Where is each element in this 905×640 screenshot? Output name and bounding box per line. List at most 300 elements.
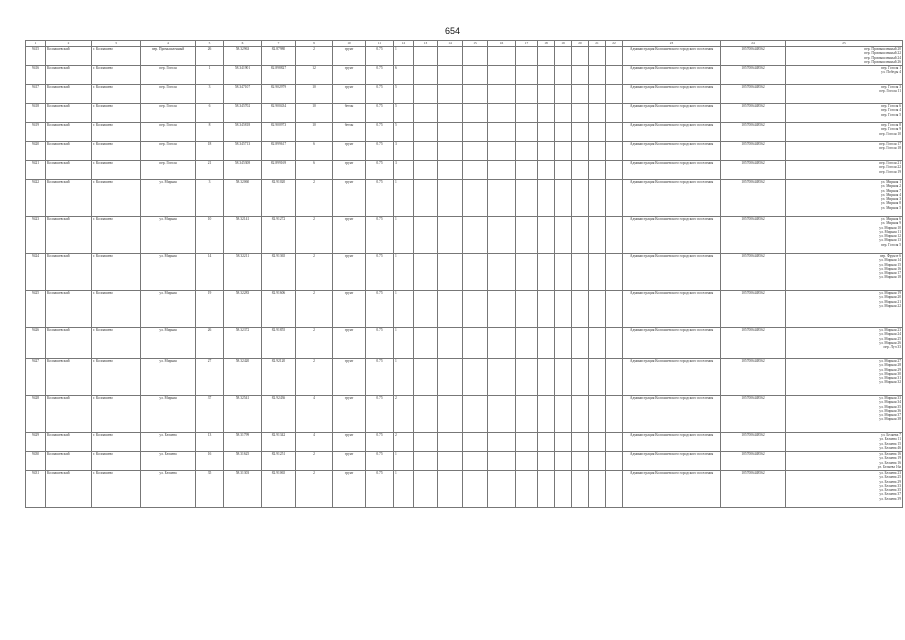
cell-owner: Администрация Колпашевского городского поселения: [623, 433, 721, 452]
cell-empty: [438, 123, 463, 142]
cell-district: Колпашевский: [46, 396, 92, 433]
cell-n: 10: [296, 123, 333, 142]
cell-ogrn: 1057006448562: [721, 123, 786, 142]
cell-street: пер. Гоголя: [141, 104, 196, 123]
cell-town: г. Колпашево: [92, 359, 141, 396]
cell-owner: Администрация Колпашевского городского поселения: [623, 85, 721, 104]
registry-table: [25, 40, 903, 508]
address-line: ул. Мирная 7: [880, 188, 901, 193]
cell-empty: [488, 142, 516, 161]
cell-count: 5: [394, 104, 414, 123]
cell-empty: [438, 161, 463, 180]
cell-n: 2: [296, 180, 333, 217]
address-line: пер. Гоголя 3: [881, 85, 901, 89]
cell-lat: 58.31303: [224, 471, 262, 508]
cell-ogrn: 1057006448562: [721, 104, 786, 123]
cell-ogrn: 1057006448562: [721, 471, 786, 508]
cell-id: 9424: [26, 254, 46, 291]
cell-street: пер. Гоголя: [141, 85, 196, 104]
cell-surface: грунт: [333, 254, 366, 291]
address-line: ул. Мирная 12: [879, 234, 901, 239]
cell-empty: [463, 433, 488, 452]
cell-count: 1: [394, 254, 414, 291]
cell-empty: [488, 328, 516, 359]
cell-empty: [463, 85, 488, 104]
cell-empty: [538, 452, 555, 471]
cell-empty: [516, 433, 538, 452]
address-line: ул. Мирная 25: [879, 336, 901, 341]
cell-empty: [438, 47, 463, 66]
cell-lat: 58.32211: [224, 254, 262, 291]
cell-owner: Администрация Колпашевского городского поселения: [623, 47, 721, 66]
cell-owner: Администрация Колпашевского городского поселения: [623, 291, 721, 328]
cell-empty: [414, 359, 438, 396]
cell-surface: грунт: [333, 396, 366, 433]
cell-n: 2: [296, 452, 333, 471]
cell-n: 2: [296, 359, 333, 396]
cell-town: г. Колпашево: [92, 328, 141, 359]
address-line: пер. Гоголя 18: [879, 146, 901, 151]
cell-id: 9419: [26, 123, 46, 142]
cell-district: Колпашевский: [46, 161, 92, 180]
cell-empty: [463, 104, 488, 123]
cell-empty: [589, 104, 606, 123]
cell-lat: 58.347107: [224, 85, 262, 104]
cell-lon: 82.900434: [262, 104, 296, 123]
address-line: ул. Мирная 29: [879, 367, 901, 372]
cell-n: 2: [296, 471, 333, 508]
cell-empty: [606, 161, 623, 180]
cell-owner: Администрация Колпашевского городского поселения: [623, 104, 721, 123]
address-line: ул. Мирная 36: [879, 408, 901, 413]
table-row: [26, 328, 903, 359]
cell-area: 0.75: [366, 359, 394, 396]
cell-empty: [589, 452, 606, 471]
cell-id: 9415: [26, 47, 46, 66]
cell-surface: грунт: [333, 85, 366, 104]
address-line: ул. Мирная 38: [879, 417, 901, 422]
header-cell: 16: [488, 41, 516, 47]
cell-count: 1: [394, 217, 414, 254]
address-line: пер. Гоголя 11: [879, 89, 901, 94]
table-row: [26, 85, 903, 104]
address-line: ул. Мирная 27: [879, 359, 901, 363]
cell-empty: [589, 47, 606, 66]
cell-street: ул. Беляева: [141, 471, 196, 508]
cell-empty: [414, 217, 438, 254]
address-line: ул. Мирная 26: [879, 340, 901, 345]
cell-empty: [555, 85, 572, 104]
cell-id: 9418: [26, 104, 46, 123]
address-line: ул. Мирная 30: [879, 371, 901, 376]
cell-id: 9416: [26, 66, 46, 85]
table-row: [26, 142, 903, 161]
cell-empty: [414, 452, 438, 471]
cell-empty: [438, 142, 463, 161]
cell-surface: грунт: [333, 142, 366, 161]
cell-empty: [538, 291, 555, 328]
cell-empty: [488, 66, 516, 85]
address-line: ул. Победы 4: [881, 70, 901, 75]
cell-empty: [488, 359, 516, 396]
cell-empty: [488, 471, 516, 508]
cell-count: 5: [394, 85, 414, 104]
address-line: пер. Гоголя 9: [881, 127, 901, 132]
cell-empty: [606, 180, 623, 217]
cell-n: 6: [296, 142, 333, 161]
cell-surface: грунт: [333, 217, 366, 254]
cell-empty: [589, 123, 606, 142]
header-cell: 7: [262, 41, 296, 47]
cell-area: 0.75: [366, 291, 394, 328]
header-cell: 15: [463, 41, 488, 47]
cell-empty: [488, 291, 516, 328]
address-line: ул. Мирная 18: [879, 275, 901, 280]
address-line: ул. Мирная 19: [879, 291, 901, 295]
cell-district: Колпашевский: [46, 328, 92, 359]
cell-lon: 82.92436: [262, 396, 296, 433]
cell-empty: [572, 433, 589, 452]
cell-house: 37: [196, 396, 224, 433]
cell-count: 5: [394, 123, 414, 142]
cell-ogrn: 1057006448562: [721, 291, 786, 328]
cell-ogrn: 1057006448562: [721, 328, 786, 359]
address-line: ул. Мирная 16: [879, 266, 901, 271]
address-line: пер. Гоголя 4: [881, 108, 901, 113]
address-line: пер. Луч 33: [883, 345, 901, 350]
cell-area: 0.75: [366, 161, 394, 180]
header-cell: 6: [224, 41, 262, 47]
page-number: 654: [444, 26, 461, 36]
cell-empty: [414, 254, 438, 291]
cell-town: г. Колпашево: [92, 254, 141, 291]
cell-empty: [606, 254, 623, 291]
cell-empty: [606, 85, 623, 104]
cell-empty: [488, 47, 516, 66]
cell-ogrn: 1057006448562: [721, 452, 786, 471]
cell-empty: [572, 142, 589, 161]
header-cell: 23: [623, 41, 721, 47]
cell-addresses: [786, 180, 903, 217]
cell-addresses: [786, 396, 903, 433]
cell-area: 0.75: [366, 104, 394, 123]
cell-empty: [572, 471, 589, 508]
address-line: ул. Мирная 5: [880, 205, 901, 210]
cell-empty: [516, 452, 538, 471]
address-line: ул. Мирная 17: [879, 271, 901, 276]
cell-empty: [538, 104, 555, 123]
cell-empty: [589, 217, 606, 254]
table-row: [26, 471, 903, 508]
header-cell: 14: [438, 41, 463, 47]
cell-house: 18: [196, 142, 224, 161]
cell-empty: [572, 104, 589, 123]
cell-id: 9423: [26, 217, 46, 254]
cell-lat: 58.31799: [224, 433, 262, 452]
cell-addresses: [786, 85, 903, 104]
cell-empty: [414, 66, 438, 85]
cell-empty: [589, 85, 606, 104]
table-row: [26, 217, 903, 254]
cell-house: 6: [196, 104, 224, 123]
cell-street: пер. Гоголя: [141, 161, 196, 180]
cell-area: 0.75: [366, 328, 394, 359]
cell-empty: [516, 359, 538, 396]
cell-count: 3: [394, 161, 414, 180]
cell-empty: [572, 180, 589, 217]
cell-empty: [414, 471, 438, 508]
cell-empty: [488, 104, 516, 123]
cell-addresses: [786, 433, 903, 452]
cell-empty: [414, 433, 438, 452]
address-line: ул. Беляева 37: [879, 492, 901, 497]
address-line: пер. Гоголя 21: [879, 161, 901, 165]
cell-empty: [572, 47, 589, 66]
cell-empty: [438, 291, 463, 328]
cell-empty: [606, 47, 623, 66]
address-line: ул. Беляева 16: [879, 460, 901, 465]
table-row: [26, 291, 903, 328]
address-line: ул. Мирная 15: [879, 262, 901, 267]
table-row: [26, 123, 903, 142]
cell-empty: [606, 396, 623, 433]
cell-count: 1: [394, 471, 414, 508]
cell-surface: грунт: [333, 47, 366, 66]
header-cell: 24: [721, 41, 786, 47]
address-line: ул. Мирная 28: [879, 363, 901, 368]
cell-house: 26: [196, 47, 224, 66]
header-cell: 3: [92, 41, 141, 47]
cell-count: 3: [394, 142, 414, 161]
cell-empty: [589, 396, 606, 433]
cell-count: 6: [394, 66, 414, 85]
cell-lon: 82.91342: [262, 433, 296, 452]
cell-addresses: [786, 452, 903, 471]
header-cell: 20: [572, 41, 589, 47]
address-line: пер. Гоголя 8: [881, 123, 901, 127]
cell-empty: [589, 66, 606, 85]
cell-empty: [488, 161, 516, 180]
cell-empty: [516, 66, 538, 85]
cell-lat: 58.32541: [224, 396, 262, 433]
cell-empty: [438, 217, 463, 254]
cell-empty: [606, 66, 623, 85]
cell-town: г. Колпашево: [92, 291, 141, 328]
cell-lat: 58.32141: [224, 217, 262, 254]
address-line: пер. Гоголя 10: [879, 131, 901, 136]
address-line: ул. Мирная 14: [879, 258, 901, 263]
address-line: ул. Мирная 21: [879, 299, 901, 304]
cell-district: Колпашевский: [46, 291, 92, 328]
cell-empty: [555, 291, 572, 328]
cell-empty: [538, 433, 555, 452]
cell-street: пер. Гоголя: [141, 142, 196, 161]
table-row: [26, 396, 903, 433]
cell-ogrn: 1057006448562: [721, 396, 786, 433]
address-line: ул. Беляева 35: [879, 488, 901, 493]
cell-empty: [516, 471, 538, 508]
cell-empty: [555, 254, 572, 291]
address-line: пер. Промышленный 22: [864, 51, 901, 56]
address-line: ул. Мирная 2: [880, 184, 901, 189]
cell-town: г. Колпашево: [92, 66, 141, 85]
cell-area: 0.75: [366, 142, 394, 161]
cell-lon: 82.91251: [262, 452, 296, 471]
cell-house: 27: [196, 359, 224, 396]
address-line: ул. Беляева 46: [879, 445, 901, 450]
cell-count: 1: [394, 47, 414, 66]
cell-empty: [463, 142, 488, 161]
cell-empty: [589, 328, 606, 359]
cell-addresses: [786, 217, 903, 254]
address-line: ул. Мирная 3: [880, 197, 901, 202]
cell-empty: [488, 180, 516, 217]
address-line: пер. Гоголя 19: [879, 169, 901, 174]
cell-town: г. Колпашево: [92, 217, 141, 254]
address-line: пер. Промышленный 20: [864, 47, 901, 51]
cell-owner: Администрация Колпашевского городского поселения: [623, 142, 721, 161]
cell-empty: [463, 328, 488, 359]
cell-addresses: [786, 471, 903, 508]
cell-empty: [516, 396, 538, 433]
cell-lon: 82.898827: [262, 66, 296, 85]
cell-empty: [463, 47, 488, 66]
cell-street: ул. Мирная: [141, 217, 196, 254]
cell-surface: грунт: [333, 452, 366, 471]
cell-lon: 82.91855: [262, 328, 296, 359]
header-cell: 1: [26, 41, 46, 47]
cell-empty: [463, 180, 488, 217]
cell-empty: [572, 217, 589, 254]
cell-empty: [606, 433, 623, 452]
cell-lat: 58.345713: [224, 142, 262, 161]
address-line: ул. Мирная 34: [879, 400, 901, 405]
address-line: ул. Мирная 8: [880, 201, 901, 206]
header-cell: 4: [141, 41, 196, 47]
cell-empty: [516, 123, 538, 142]
cell-empty: [555, 452, 572, 471]
cell-empty: [516, 142, 538, 161]
registry-body: [26, 41, 903, 508]
address-line: ул. Беляева 16: [879, 452, 901, 456]
cell-empty: [538, 180, 555, 217]
cell-empty: [463, 217, 488, 254]
cell-owner: Администрация Колпашевского городского поселения: [623, 66, 721, 85]
cell-owner: Администрация Колпашевского городского поселения: [623, 471, 721, 508]
cell-district: Колпашевский: [46, 85, 92, 104]
cell-empty: [414, 161, 438, 180]
cell-house: 21: [196, 161, 224, 180]
cell-empty: [589, 142, 606, 161]
cell-empty: [463, 359, 488, 396]
cell-count: 1: [394, 452, 414, 471]
cell-lon: 82.91272: [262, 217, 296, 254]
cell-lon: 82.91020: [262, 180, 296, 217]
address-line: пер. Промышленный 24: [864, 55, 901, 60]
cell-owner: Администрация Колпашевского городского поселения: [623, 161, 721, 180]
header-cell: 2: [46, 41, 92, 47]
cell-lat: 58.345818: [224, 123, 262, 142]
cell-house: 26: [196, 328, 224, 359]
cell-town: г. Колпашево: [92, 47, 141, 66]
table-row: [26, 359, 903, 396]
address-line: ул. Беляева 25: [879, 475, 901, 480]
cell-lon: 82.91606: [262, 291, 296, 328]
cell-lon: 82.92120: [262, 359, 296, 396]
cell-empty: [538, 47, 555, 66]
cell-street: ул. Мирная: [141, 291, 196, 328]
header-cell: 9: [296, 41, 333, 47]
address-line: ул. Мирная 22: [879, 303, 901, 308]
cell-street: ул. Беляева: [141, 452, 196, 471]
cell-empty: [572, 328, 589, 359]
cell-empty: [606, 291, 623, 328]
cell-town: г. Колпашево: [92, 85, 141, 104]
address-line: ул. Беляева 15: [879, 441, 901, 446]
cell-lon: 82.899169: [262, 161, 296, 180]
cell-empty: [438, 66, 463, 85]
cell-area: 0.75: [366, 180, 394, 217]
cell-surface: грунт: [333, 161, 366, 180]
cell-ogrn: 1057006448562: [721, 433, 786, 452]
cell-empty: [488, 123, 516, 142]
cell-n: 6: [296, 161, 333, 180]
cell-empty: [538, 359, 555, 396]
address-line: ул. Мирная 31: [879, 376, 901, 381]
cell-lat: 58.32060: [224, 180, 262, 217]
cell-district: Колпашевский: [46, 452, 92, 471]
cell-empty: [555, 396, 572, 433]
address-line: ул. Беляева 39: [879, 496, 901, 501]
cell-count: 1: [394, 328, 414, 359]
address-line: ул. Мирная 11: [879, 229, 901, 234]
cell-street: ул. Мирная: [141, 359, 196, 396]
cell-house: 8: [196, 123, 224, 142]
cell-ogrn: 1057006448562: [721, 180, 786, 217]
header-cell: 11: [366, 41, 394, 47]
cell-empty: [516, 104, 538, 123]
cell-surface: грунт: [333, 291, 366, 328]
cell-empty: [516, 47, 538, 66]
cell-empty: [606, 142, 623, 161]
cell-empty: [438, 328, 463, 359]
address-line: ул. Беляева 16а: [877, 464, 901, 469]
table-row: [26, 104, 903, 123]
cell-district: Колпашевский: [46, 217, 92, 254]
cell-town: г. Колпашево: [92, 471, 141, 508]
cell-n: 2: [296, 47, 333, 66]
cell-empty: [516, 85, 538, 104]
header-cell: 25: [786, 41, 903, 47]
address-line: ул. Мирная 1: [880, 180, 901, 184]
cell-n: 4: [296, 433, 333, 452]
cell-addresses: [786, 104, 903, 123]
cell-empty: [488, 254, 516, 291]
cell-owner: Администрация Колпашевского городского поселения: [623, 217, 721, 254]
address-line: пер. Гоголя 1: [881, 66, 901, 70]
cell-empty: [589, 254, 606, 291]
cell-house: 13: [196, 433, 224, 452]
cell-district: Колпашевский: [46, 359, 92, 396]
cell-empty: [572, 452, 589, 471]
cell-id: 9430: [26, 452, 46, 471]
cell-empty: [438, 433, 463, 452]
cell-id: 9429: [26, 433, 46, 452]
cell-district: Колпашевский: [46, 180, 92, 217]
cell-addresses: [786, 254, 903, 291]
cell-lat: 58.32372: [224, 328, 262, 359]
address-line: ул. Беляева 11: [879, 437, 901, 442]
